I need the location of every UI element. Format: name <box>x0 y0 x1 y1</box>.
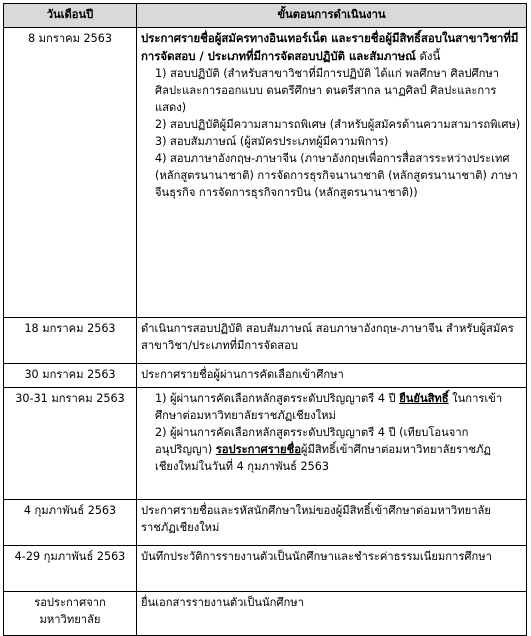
row-date: 30 มกราคม 2563 <box>4 364 137 388</box>
list-item: 1) สอบปฏิบัติ (สำหรับสาขาวิชาที่มีการปฏิบัติ ได้แก่ พลศึกษา ศิลปศึกษา ศิลปะและการออกแบบ ดนตรีศึกษา ดนตรีสากล นาฏศิลป์ ศิลปะและการแสดง) <box>155 67 500 114</box>
announcement-title-bold: ประกาศรายชื่อผู้สมัครทางอินเทอร์เน็ต และรายชื่อผู้มีสิทธิ์สอบในสาขาวิชาที่มีการจัดสอบ / ประเภทที่มีการจัดสอบปฏิบัติ และสัมภาษณ์ <box>141 31 519 63</box>
row-date: 8 มกราคม 2563 <box>4 28 137 318</box>
item-text: ในการเข้าศึกษาต่อมหาวิทยาลัยราชภัฏเชียงใหม่ <box>155 392 503 422</box>
row-date: 4-29 กุมภาพันธ์ 2563 <box>4 546 137 592</box>
list-item <box>141 424 522 475</box>
table-header-row <box>4 4 527 28</box>
await-announcement-emphasis: รอประกาศรายชื่อ <box>215 443 301 456</box>
row-date: รอประกาศจากมหาวิทยาลัย <box>4 592 137 636</box>
header-steps: ขั้นตอนการดำเนินงาน <box>137 4 527 28</box>
table-row <box>4 546 527 592</box>
table-row <box>4 500 527 546</box>
item-text: 2) ผู้ผ่านการคัดเลือกหลักสูตรระดับปริญญาตรี 4 ปี (เทียบโอนจากอนุปริญญา) <box>155 426 469 456</box>
row-steps <box>137 28 527 318</box>
row-date: 30-31 มกราคม 2563 <box>4 388 137 500</box>
table-row <box>4 318 527 364</box>
confirm-rights-emphasis: ยืนยันสิทธิ์ <box>399 392 449 405</box>
row-steps: ประกาศรายชื่อผู้ผ่านการคัดเลือกเข้าศึกษา <box>137 364 527 388</box>
header-date: วันเดือนปี <box>4 4 137 28</box>
table-row <box>4 592 527 636</box>
item-text: ผู้มีสิทธิ์เข้าศึกษาต่อมหาวิทยาลัยราชภัฏเชียงใหม่ในวันที่ 4 กุมภาพันธ์ 2563 <box>155 443 491 473</box>
row-steps: บันทึกประวัติการรายงานตัวเป็นนักศึกษาและชำระค่าธรรมเนียมการศึกษา <box>137 546 527 592</box>
row-date: 18 มกราคม 2563 <box>4 318 137 364</box>
list-item: 4) สอบภาษาอังกฤษ-ภาษาจีน (ภาษาอังกฤษเพื่อการสื่อสารระหว่างประเทศ (หลักสูตรนานาชาติ) การจัดการธุรกิจนานาชาติ (หลักสูตรนานาชาติ) ภาษาจีนธุรกิจ การจัดการธุรกิจการบิน (หลักสูตรนานาชาติ)) <box>155 152 518 199</box>
row-steps: ดำเนินการสอบปฏิบัติ สอบสัมภาษณ์ สอบภาษาอังกฤษ-ภาษาจีน สำหรับผู้สมัครสาขาวิชา/ประเภทที่มีการจัดสอบ <box>137 318 527 364</box>
item-text: 1) ผู้ผ่านการคัดเลือกหลักสูตรระดับปริญญาตรี 4 ปี <box>155 392 400 405</box>
schedule-table <box>3 3 527 636</box>
row-steps: ประกาศรายชื่อและรหัสนักศึกษาใหม่ของผู้มีสิทธิ์เข้าศึกษาต่อมหาวิทยาลัยราชภัฏเชียงใหม่ <box>137 500 527 546</box>
announcement-title-tail: ดังนี้ <box>415 48 441 63</box>
list-item: 2) สอบปฏิบัติผู้มีความสามารถพิเศษ (สำหรับผู้สมัครด้านความสามารถพิเศษ) <box>155 118 521 131</box>
announcement-title <box>141 30 522 65</box>
table-row <box>4 388 527 500</box>
row-date: 4 กุมภาพันธ์ 2563 <box>4 500 137 546</box>
table-row <box>4 364 527 388</box>
row-steps: ยื่นเอกสารรายงานตัวเป็นนักศึกษา <box>137 592 527 636</box>
table-row <box>4 28 527 318</box>
list-item <box>141 390 522 424</box>
row-steps <box>137 388 527 500</box>
list-item: 3) สอบสัมภาษณ์ (ผู้สมัครประเภทผู้มีความพิการ) <box>155 135 389 148</box>
